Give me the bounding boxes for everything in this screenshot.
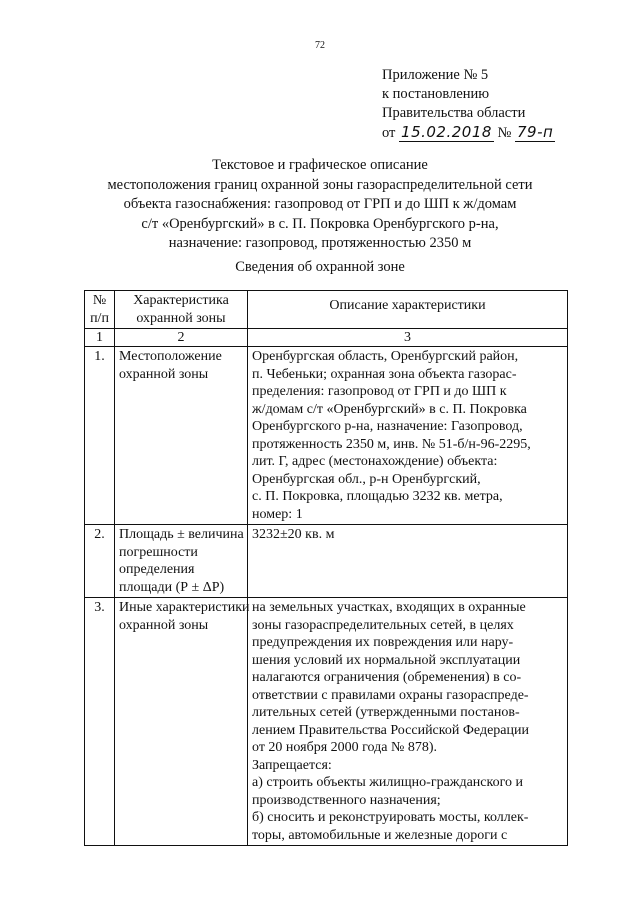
- desc-line: на земельных участках, входящих в охранные: [252, 600, 526, 615]
- desc-line: б) сносить и реконструировать мосты, коллек-: [252, 810, 529, 825]
- desc-line: зоны газораспределительных сетей, в целях: [252, 617, 514, 633]
- handwritten-date: 15.02.2018: [401, 123, 492, 141]
- row-number: 2.: [85, 525, 115, 598]
- desc-line: 3232±20 кв. м: [252, 527, 335, 542]
- char-line: Иные характеристики: [119, 600, 250, 615]
- date-prefix: от: [382, 125, 396, 141]
- title-line-2: местоположения границ охранной зоны газораспределительной сети: [107, 176, 533, 193]
- header-number-abbr: п/п: [90, 310, 109, 326]
- handwritten-number: 79-п: [517, 123, 554, 141]
- desc-line: с. П. Покровка, площадью 3232 кв. метра,: [252, 489, 503, 504]
- desc-line: Оренбургская область, Оренбургский район,: [252, 349, 519, 364]
- desc-line: от 20 ноября 2000 года № 878).: [252, 740, 438, 755]
- appendix-date-line: [382, 123, 555, 143]
- desc-line: Оренбургская обл., р-н Оренбургский,: [252, 471, 481, 487]
- desc-line: лительных сетей (утвержденными постанов-: [252, 705, 520, 720]
- header-col-characteristic: [115, 291, 248, 329]
- header-char-line-2: охранной зоны: [136, 310, 226, 326]
- row-description: [248, 525, 568, 598]
- desc-line: номер: 1: [252, 506, 303, 522]
- header-col-number: [85, 291, 115, 329]
- number-sign: №: [497, 125, 512, 141]
- header-col-description: [248, 291, 568, 329]
- row-description: [248, 347, 568, 525]
- char-line: погрешности: [119, 544, 198, 560]
- page-number: 72: [315, 40, 325, 51]
- char-line: Местоположение: [119, 349, 222, 364]
- column-number-1: 1: [85, 329, 115, 347]
- char-line: охранной зоны: [119, 366, 209, 382]
- header-description: Описание характеристики: [329, 298, 486, 313]
- appendix-line-1: Приложение № 5: [382, 67, 489, 83]
- desc-line: а) строить объекты жилищно-гражданского и: [252, 775, 523, 790]
- desc-line: ж/домам с/т «Оренбургский» в с. П. Покровка: [252, 401, 527, 417]
- title-line-4: с/т «Оренбургский» в с. П. Покровка Оренбургского р-на,: [141, 215, 499, 232]
- char-line: охранной зоны: [119, 617, 209, 633]
- desc-line: производственного назначения;: [252, 792, 441, 808]
- table-row: [85, 598, 568, 846]
- column-number-3: 3: [248, 329, 568, 347]
- desc-line: Запрещается:: [252, 757, 332, 773]
- header-number-sign: №: [92, 293, 107, 308]
- char-line: Площадь ± величина: [119, 527, 244, 542]
- desc-line: налагаются ограничения (обременения) в со-: [252, 670, 522, 685]
- desc-line: торы, автомобильные и железные дороги с: [252, 827, 508, 843]
- row-characteristic: [115, 525, 248, 598]
- title-line-5: назначение: газопровод, протяженностью 2350 м: [168, 235, 472, 251]
- title-line-3: объекта газоснабжения: газопровод от ГРП и до ШП к ж/домам: [123, 196, 517, 212]
- desc-line: шения условий их нормальной эксплуатации: [252, 652, 521, 668]
- title-line-1: Текстовое и графическое описание: [212, 157, 428, 173]
- column-number-2: 2: [115, 329, 248, 347]
- desc-line: лит. Г, адрес (местонахождение) объекта:: [252, 454, 498, 469]
- table-row: [85, 347, 568, 525]
- char-line: площади (Р ± ΔР): [119, 579, 225, 595]
- char-line: определения: [119, 562, 195, 577]
- appendix-line-2: к постановлению: [382, 86, 490, 102]
- row-characteristic: [115, 347, 248, 525]
- table-row: [85, 525, 568, 598]
- desc-line: лением Правительства Российской Федерации: [252, 722, 529, 738]
- desc-line: Оренбургского р-на, назначение: Газопровод,: [252, 419, 523, 434]
- row-number: 3.: [85, 598, 115, 846]
- appendix-block: [382, 66, 555, 143]
- section-subtitle: Сведения об охранной зоне: [235, 259, 405, 275]
- row-characteristic: [115, 598, 248, 846]
- desc-line: пределения: газопровод от ГРП и до ШП к: [252, 384, 507, 399]
- row-number: 1.: [85, 347, 115, 525]
- table-header-row: [85, 291, 568, 329]
- header-char-line-1: Характеристика: [133, 293, 229, 308]
- desc-line: предупреждения их повреждения или нару-: [252, 635, 514, 650]
- zone-table: [84, 290, 568, 846]
- row-description: [248, 598, 568, 846]
- desc-line: протяженность 2350 м, инв. № 51-б/н-96-2295,: [252, 436, 531, 452]
- column-number-row: [85, 329, 568, 347]
- desc-line: ответствии с правилами охраны газораспреде-: [252, 687, 529, 703]
- appendix-line-3: Правительства области: [382, 105, 526, 121]
- document-title: [0, 156, 640, 254]
- desc-line: п. Чебеньки; охранная зона объекта газорас-: [252, 366, 517, 382]
